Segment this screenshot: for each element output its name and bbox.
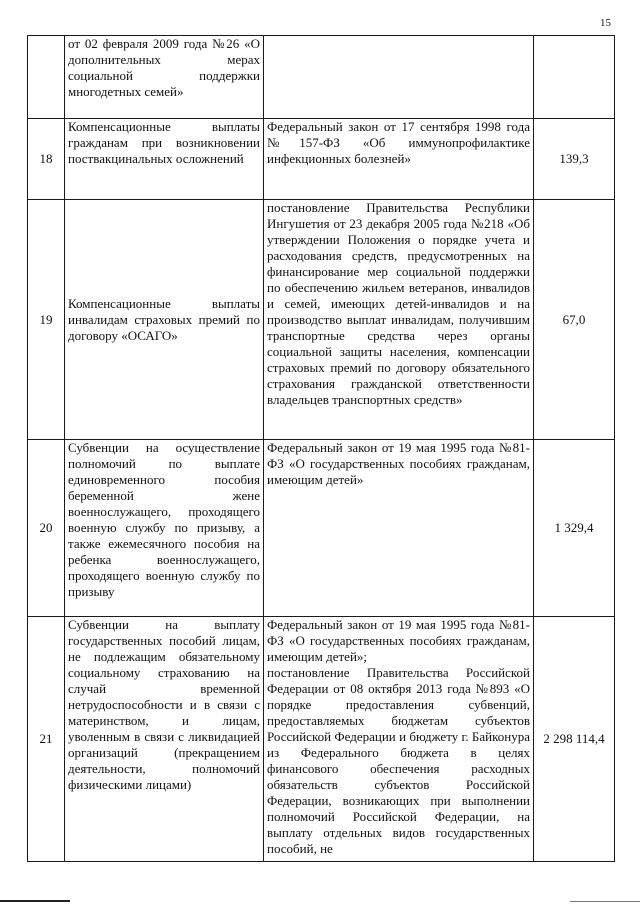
amount: 139,3 [534, 119, 615, 200]
table-row [28, 440, 615, 617]
table-row [28, 36, 615, 119]
row-number: 19 [28, 200, 65, 440]
table-row [28, 200, 615, 440]
legal-basis [264, 440, 534, 617]
legal-basis-text: Федеральный закон от 17 сентября 1998 года №157-ФЗ «Об иммунопрофилактике инфекционных болезней» [267, 119, 530, 166]
scan-edge-mark [0, 900, 70, 902]
legal-basis [264, 200, 534, 440]
payment-name [65, 200, 264, 440]
payment-name [65, 440, 264, 617]
payment-name [65, 119, 264, 200]
amount: 2 298 114,4 [534, 617, 615, 862]
payment-name [65, 36, 264, 119]
row-number: 18 [28, 119, 65, 200]
legal-basis [264, 119, 534, 200]
legal-basis [264, 36, 534, 119]
page-number: 15 [600, 17, 611, 29]
expenditure-table [27, 35, 615, 862]
row-number: 21 [28, 617, 65, 862]
table-row [28, 617, 615, 862]
table-row [28, 119, 615, 200]
legal-basis [264, 617, 534, 862]
payment-name-text: Компенсационные выплаты инвалидам страховых премий по договору «ОСАГО» [68, 295, 260, 343]
legal-basis-text: постановление Правительства Республики Ингушетия от 23 декабря 2005 года №218 «Об утверждении Положения о порядке учета и расходования средств, предусмотренных на финансирование мер социальной поддержки по обеспечению жильем ветеранов, инвалидов и семей, имеющих детей-инвалидов и на производство выплат инвалидам, получившим транспортные средства через органы социальной защиты населения, компенсации страховых премий по договору обязательного страхования гражданской ответственности владельцев транспортных средств» [267, 200, 530, 407]
payment-name-text: Субвенции на осуществление полномочий по выплате единовременного пособия беременной жене военнослужащего, проходящего военную службу по призыву, а также ежемесячного пособия на ребенка военнослужащего, проходящего военную службу по призыву [68, 440, 260, 599]
scan-edge-mark [570, 901, 640, 902]
row-number [28, 36, 65, 119]
row-number: 20 [28, 440, 65, 617]
payment-name [65, 617, 264, 862]
legal-basis-text: Федеральный закон от 19 мая 1995 года №81-ФЗ «О государственных пособиях гражданам, имеющим детей»; постановление Правительства Российской Федерации от 08 октября 2013 года №893 «О порядке предоставления субвенций, предоставляемых бюджетам субъектов Российской Федерации и бюджету г. Байконура из Федерального бюджета в целях финансового обеспечения расходных обязательств субъектов Российской Федерации, возникающих при выполнении полномочий Российской Федерации, на выплату отдельных видов государственных пособий, не [267, 617, 530, 856]
amount: 67,0 [534, 200, 615, 440]
payment-name-text: Компенсационные выплаты гражданам при возникновении поствакцинальных осложнений [68, 119, 260, 166]
amount: 1 329,4 [534, 440, 615, 617]
legal-basis-text: Федеральный закон от 19 мая 1995 года №81-ФЗ «О государственных пособиях гражданам, имеющим детей» [267, 440, 530, 487]
payment-name-text: Субвенции на выплату государственных пособий лицам, не подлежащим обязательному социальному страхованию на случай временной нетрудоспособности и в связи с материнством, и лицам, уволенным в связи с ликвидацией организаций (прекращением деятельности, полномочий физическими лицами) [68, 617, 260, 792]
payment-name-text: от 02 февраля 2009 года №26 «О дополнительных мерах социальной поддержки многодетных семей» [68, 36, 260, 99]
amount [534, 36, 615, 119]
